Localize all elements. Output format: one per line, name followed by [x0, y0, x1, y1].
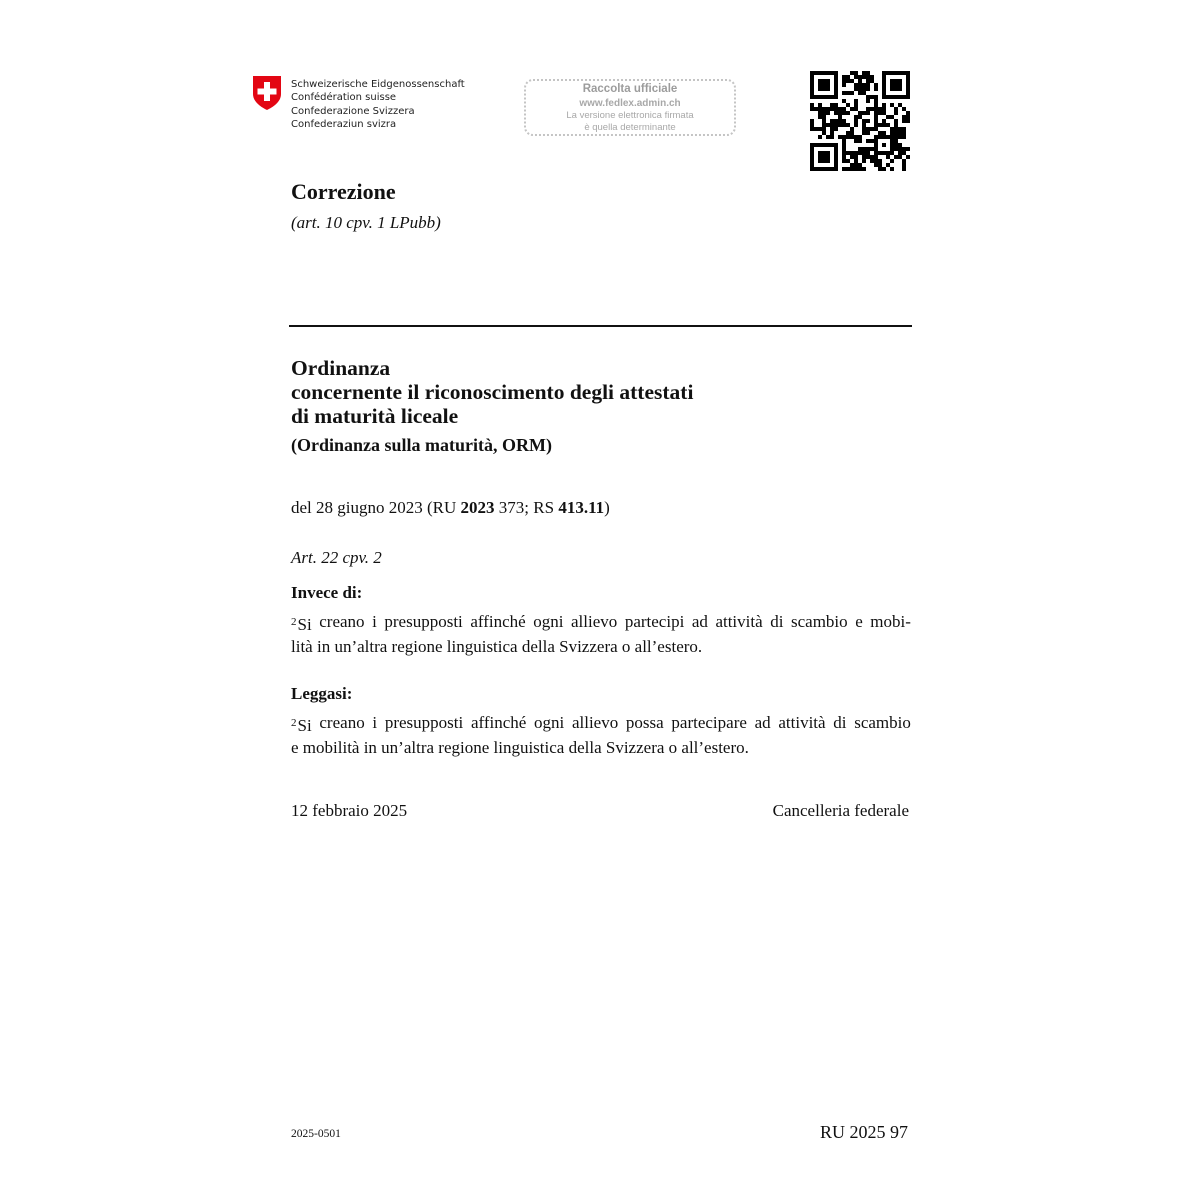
word: ogni — [533, 612, 564, 631]
ordinance-short-title: (Ordinanza sulla maturità, ORM) — [291, 435, 552, 455]
date-prefix: del 28 giugno 2023 (RU — [291, 498, 461, 517]
word: partecipare — [671, 713, 747, 732]
word: partecipi — [624, 612, 685, 631]
ordinance-title — [291, 356, 693, 428]
qr-code-icon — [810, 71, 910, 171]
confederation-name-it: Confederazione Svizzera — [291, 105, 415, 117]
word: scambio — [854, 713, 911, 732]
word: i — [372, 713, 378, 732]
instead-line2: lità in un’altra regione linguistica della Svizzera o all’estero. — [291, 637, 703, 656]
correction-reference: (art. 10 cpv. 1 LPubb) — [291, 213, 441, 232]
word: ad — [691, 612, 708, 631]
confederation-name-de: Schweizerische Eidgenossenschaft — [291, 79, 465, 90]
ordinance-title-line: di maturità liceale — [291, 404, 459, 428]
ru-middle: 373; RS — [494, 498, 559, 517]
swiss-crest-icon — [253, 76, 281, 110]
word: presupposti — [384, 713, 464, 732]
word: $^2$Si — [291, 615, 312, 634]
article-reference: Art. 22 cpv. 2 — [291, 548, 382, 567]
read-label: Leggasi: — [291, 684, 353, 703]
word: creano — [319, 612, 365, 631]
word: di — [770, 612, 784, 631]
ordinance-title-line: concernente il riconoscimento degli attestati — [291, 380, 694, 404]
stamp-url: www.fedlex.admin.ch — [579, 98, 681, 109]
read-line1 — [291, 712, 911, 737]
instead-label: Invece di: — [291, 583, 363, 602]
word: possa — [625, 713, 664, 732]
paragraph-number: 2 — [291, 717, 297, 729]
date-suffix: ) — [604, 498, 610, 517]
instead-paragraph — [291, 611, 911, 658]
word: creano — [319, 713, 365, 732]
word: allievo — [571, 713, 619, 732]
word: ad — [754, 713, 771, 732]
rs-number: 413.11 — [558, 498, 605, 517]
read-line2: e mobilità in un’altra regione linguistica della Svizzera o all’estero. — [291, 738, 749, 757]
stamp-note-line1: La versione elettronica firmata — [566, 110, 694, 121]
read-paragraph — [291, 712, 911, 759]
correction-title: Correzione — [291, 179, 396, 204]
title-divider — [289, 325, 912, 327]
word: i — [372, 612, 377, 631]
ordinance-date-reference — [291, 498, 610, 518]
word: e — [855, 612, 863, 631]
word: allievo — [571, 612, 618, 631]
stamp-note-line2: è quella determinante — [584, 122, 676, 133]
word: $^2$Si — [291, 716, 312, 735]
word: affinché — [470, 713, 527, 732]
signature-date: 12 febbraio 2025 — [291, 801, 408, 820]
word: ogni — [534, 713, 565, 732]
paragraph-number: 2 — [291, 616, 297, 628]
official-collection-stamp — [524, 79, 736, 136]
ordinance-title-line: Ordinanza — [291, 356, 391, 380]
word: presupposti — [384, 612, 463, 631]
word: di — [833, 713, 847, 732]
confederation-name-fr: Confédération suisse — [291, 92, 397, 104]
confederation-name-rm: Confederaziun svizra — [291, 119, 397, 131]
document-number: 2025-0501 — [291, 1128, 341, 1140]
word: attività — [778, 713, 826, 732]
word: scambio — [790, 612, 848, 631]
ru-reference: RU 2025 97 — [819, 1122, 908, 1142]
word: attività — [715, 612, 763, 631]
stamp-title: Raccolta ufficiale — [582, 83, 678, 95]
confederation-names — [291, 78, 465, 132]
ru-year: 2023 — [460, 498, 495, 517]
signature-office: Cancelleria federale — [772, 801, 909, 820]
word: mobi- — [870, 612, 911, 631]
word: affinché — [470, 612, 526, 631]
instead-line1 — [291, 611, 911, 636]
